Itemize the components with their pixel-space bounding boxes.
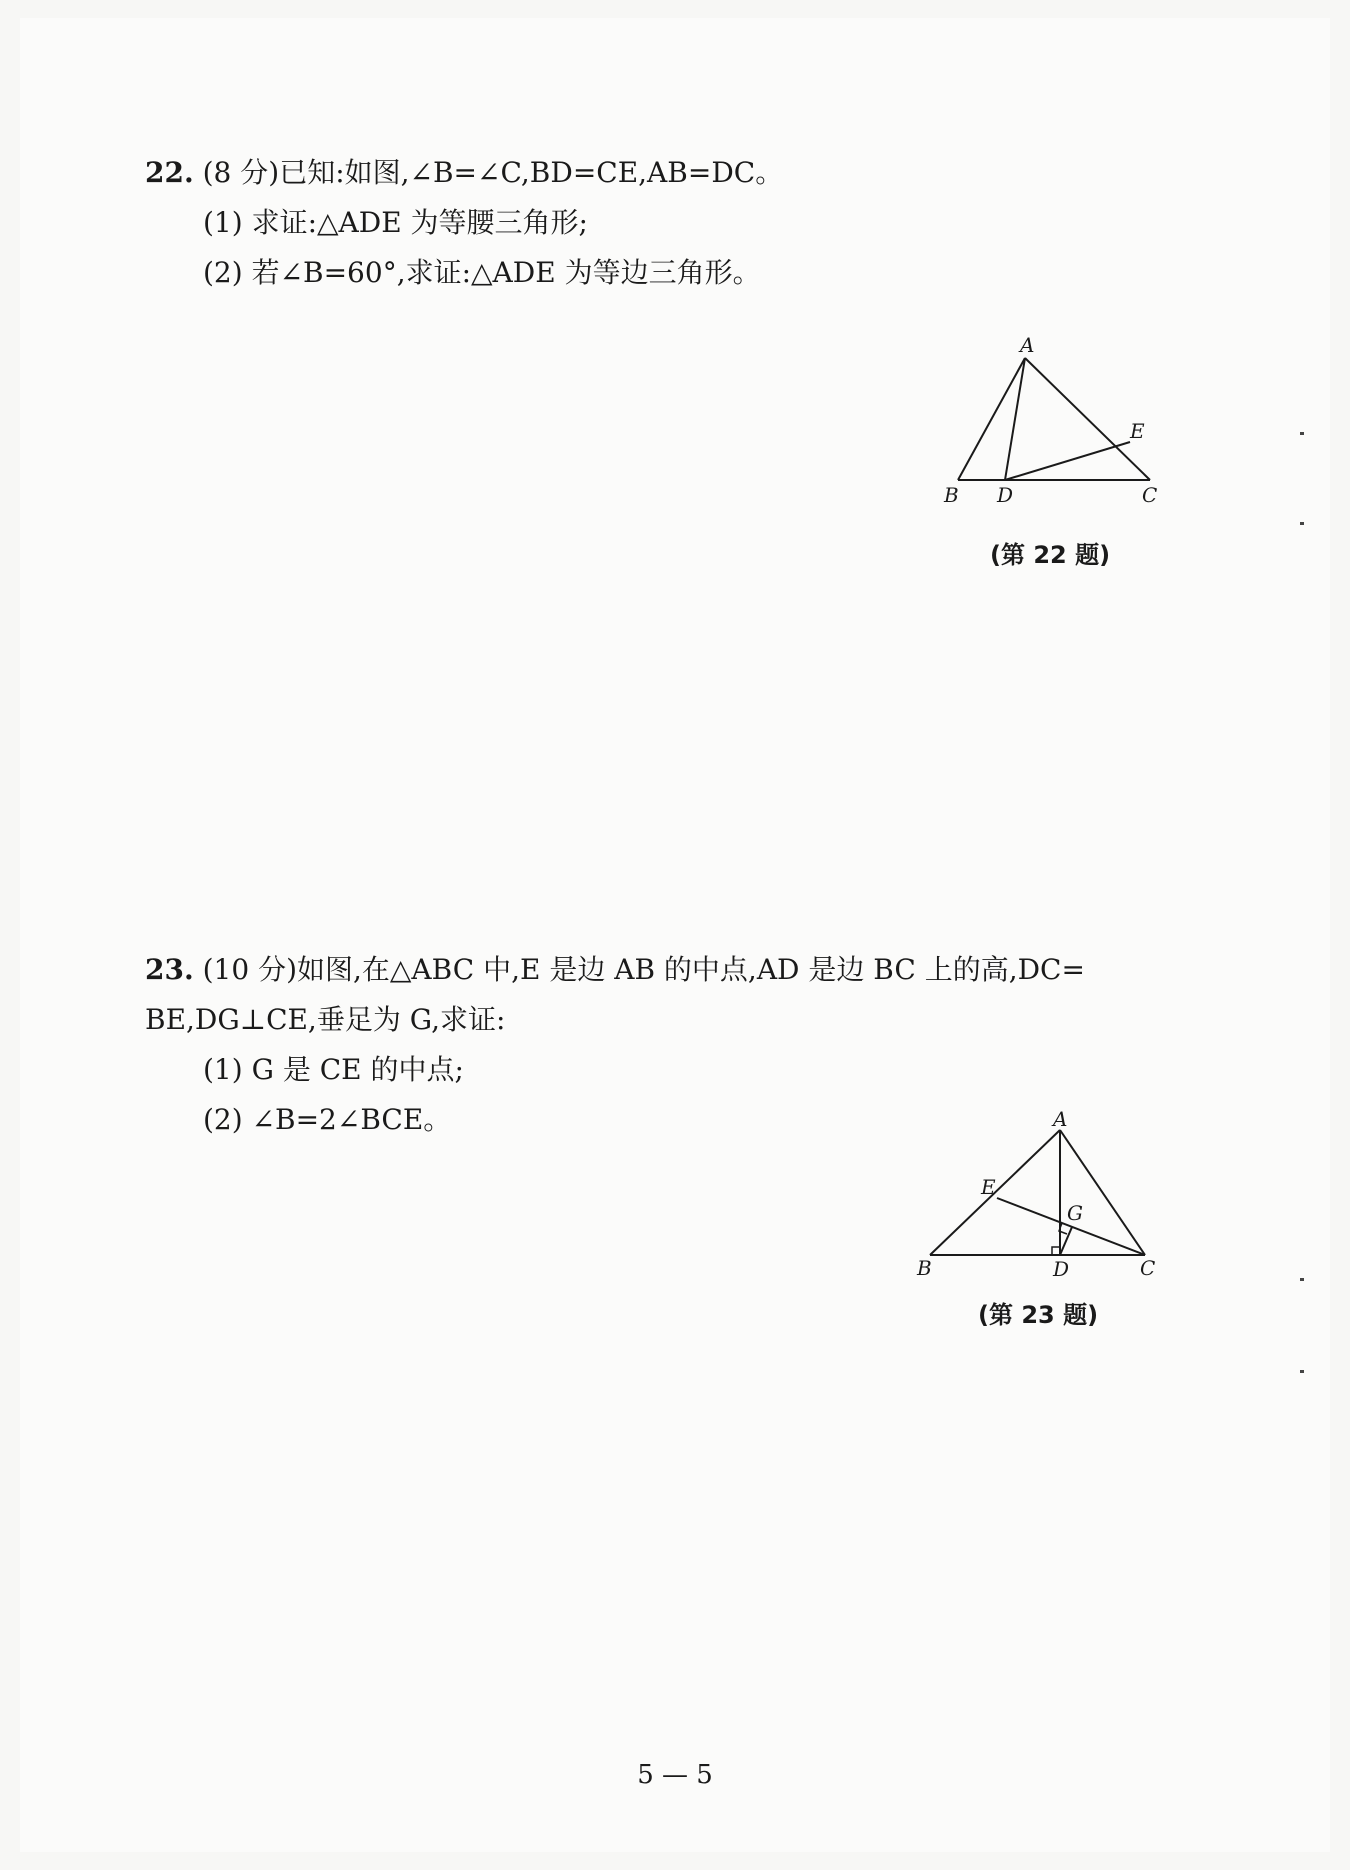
problem-23-line-1: (10 分)如图,在△ABC 中,E 是边 AB 的中点,AD 是边 BC 上的高,DC= bbox=[202, 953, 1085, 986]
figure-23-caption: (第 23 题) bbox=[978, 1301, 1099, 1329]
fig22-segment-DE bbox=[1005, 442, 1130, 480]
problem-22-statement bbox=[145, 148, 783, 198]
fig23-label-B: B bbox=[917, 1256, 932, 1280]
fig23-segment-AC bbox=[1060, 1130, 1145, 1255]
margin-speck bbox=[1300, 432, 1304, 435]
fig23-right-angle-D bbox=[1052, 1247, 1060, 1255]
fig23-segment-DG bbox=[1060, 1227, 1072, 1255]
figure-22-caption: (第 22 题) bbox=[990, 541, 1111, 569]
fig22-label-D: D bbox=[997, 483, 1014, 507]
fig23-label-G: G bbox=[1067, 1201, 1083, 1225]
problem-22-number: 22. bbox=[145, 156, 194, 189]
problem-23-number: 23. bbox=[145, 953, 194, 986]
page-number: 5 — 5 bbox=[637, 1760, 713, 1790]
fig23-label-A: A bbox=[1053, 1110, 1068, 1131]
figure-23 bbox=[905, 1110, 1185, 1280]
fig23-label-C: C bbox=[1140, 1256, 1156, 1280]
fig22-label-C: C bbox=[1142, 483, 1158, 507]
margin-speck bbox=[1300, 522, 1304, 525]
margin-speck bbox=[1300, 1278, 1304, 1281]
figure-22 bbox=[930, 330, 1190, 520]
problem-22-part-1: (1) 求证:△ADE 为等腰三角形; bbox=[203, 206, 588, 239]
problem-22-part-2: (2) 若∠B=60°,求证:△ADE 为等边三角形。 bbox=[203, 256, 761, 289]
fig22-label-A: A bbox=[1020, 333, 1035, 357]
problem-23-line-2: BE,DG⊥CE,垂足为 G,求证: bbox=[145, 1003, 506, 1036]
problem-22 bbox=[145, 148, 783, 298]
problem-23-part-2: (2) ∠B=2∠BCE。 bbox=[203, 1103, 452, 1136]
problem-22-line-1: (8 分)已知:如图,∠B=∠C,BD=CE,AB=DC。 bbox=[202, 156, 784, 189]
problem-23-part-1: (1) G 是 CE 的中点; bbox=[203, 1053, 464, 1086]
problem-23-statement bbox=[145, 945, 1085, 995]
fig23-label-E: E bbox=[981, 1175, 996, 1199]
fig22-label-B: B bbox=[944, 483, 959, 507]
fig22-label-E: E bbox=[1130, 419, 1145, 443]
margin-speck bbox=[1300, 1370, 1304, 1373]
fig23-label-D: D bbox=[1053, 1257, 1070, 1280]
